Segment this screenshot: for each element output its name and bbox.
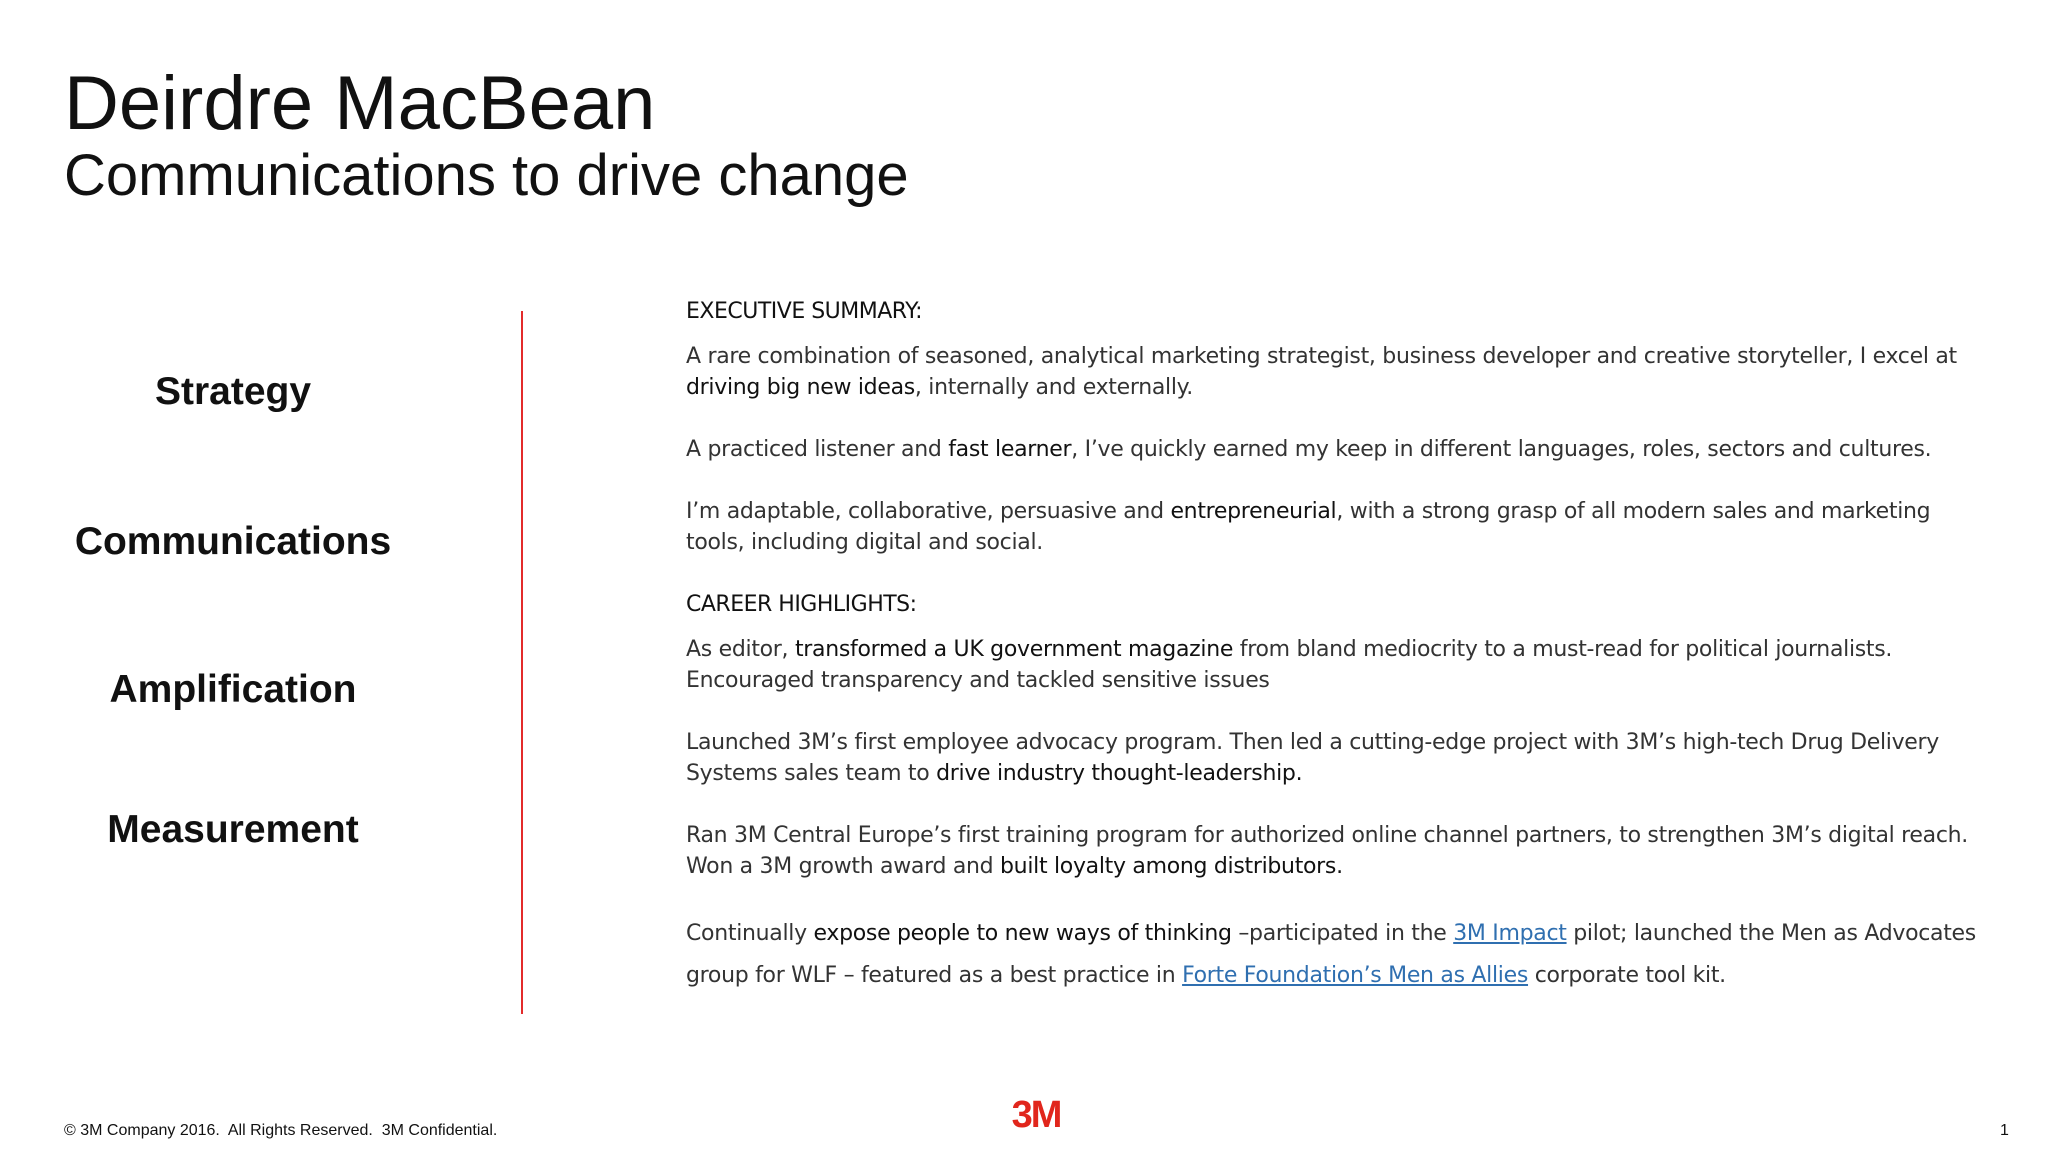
highlight-emphasis: transformed a UK government magazine <box>794 637 1234 662</box>
highlight-text: corporate tool kit. <box>1528 963 1726 988</box>
summary-paragraph <box>686 496 1986 558</box>
career-highlights-heading: CAREER HIGHLIGHTS: <box>686 592 917 617</box>
pillar-strategy: Strategy <box>154 370 312 413</box>
highlight-text: As editor, <box>686 637 795 662</box>
highlight-text: Ran 3M Central Europe’s first training program for authorized online channel partners, to strengthen 3M’s digital reach. Won a 3M growth award and <box>686 823 1968 879</box>
3m-logo-text: 3M <box>1011 1094 1061 1134</box>
summary-text: A rare combination of seasoned, analytical marketing strategist, business developer and creative storyteller, I excel at <box>686 344 1957 369</box>
highlight-text: pilot; launched the Men as Advocates group for WLF – featured as a best practice in <box>686 921 1976 988</box>
highlight-text: Continually <box>686 921 814 946</box>
highlight-paragraph <box>686 820 1986 882</box>
summary-text: I’m adaptable, collaborative, persuasive and <box>686 499 1171 524</box>
summary-text: A practiced listener and <box>686 437 949 462</box>
summary-paragraph <box>686 434 1986 465</box>
slide-title: Deirdre MacBean <box>64 61 656 146</box>
summary-text: , with a strong grasp of all modern sales and marketing tools, including digital and social. <box>686 499 1931 555</box>
highlight-emphasis: expose people to new ways of thinking <box>813 921 1232 946</box>
highlight-text: –participated in the <box>1231 921 1454 946</box>
3m-logo <box>1006 1094 1066 1134</box>
pillar-amplification: Amplification <box>109 668 357 711</box>
copyright-notice: © 3M Company 2016. All Rights Reserved. 3M Confidential. <box>64 1122 498 1139</box>
men-as-allies-link[interactable]: Forte Foundation’s Men as Allies <box>1182 963 1529 988</box>
highlight-paragraph <box>686 634 1986 696</box>
summary-emphasis: driving big new ideas <box>686 375 915 400</box>
pillar-measurement: Measurement <box>107 808 359 851</box>
highlight-emphasis: drive industry thought-leadership. <box>936 761 1303 786</box>
vertical-divider <box>521 311 523 1014</box>
executive-summary-heading: EXECUTIVE SUMMARY: <box>686 299 923 324</box>
page-number: 1 <box>2000 1122 2009 1139</box>
summary-emphasis: entrepreneurial <box>1170 499 1337 524</box>
highlight-text: from bland mediocrity to a must-read for political journalists. Encouraged transparency and tackled sensitive issues <box>686 637 1893 693</box>
summary-paragraph <box>686 341 1986 403</box>
highlight-emphasis: built loyalty among distributors. <box>1000 854 1343 879</box>
summary-text: , I’ve quickly earned my keep in different languages, roles, sectors and cultures. <box>1071 437 1932 462</box>
highlight-paragraph <box>686 913 1986 997</box>
highlight-text: Launched 3M’s first employee advocacy program. Then led a cutting-edge project with 3M’s high-tech Drug Delivery Systems sales team to <box>686 730 1939 786</box>
content-panel <box>686 296 1986 1028</box>
pillar-communications: Communications <box>74 520 392 563</box>
summary-emphasis: fast learner <box>948 437 1072 462</box>
highlight-paragraph <box>686 727 1986 789</box>
3m-impact-link[interactable]: 3M Impact <box>1453 921 1567 946</box>
summary-text: , internally and externally. <box>914 375 1193 400</box>
slide-subtitle: Communications to drive change <box>64 143 909 208</box>
